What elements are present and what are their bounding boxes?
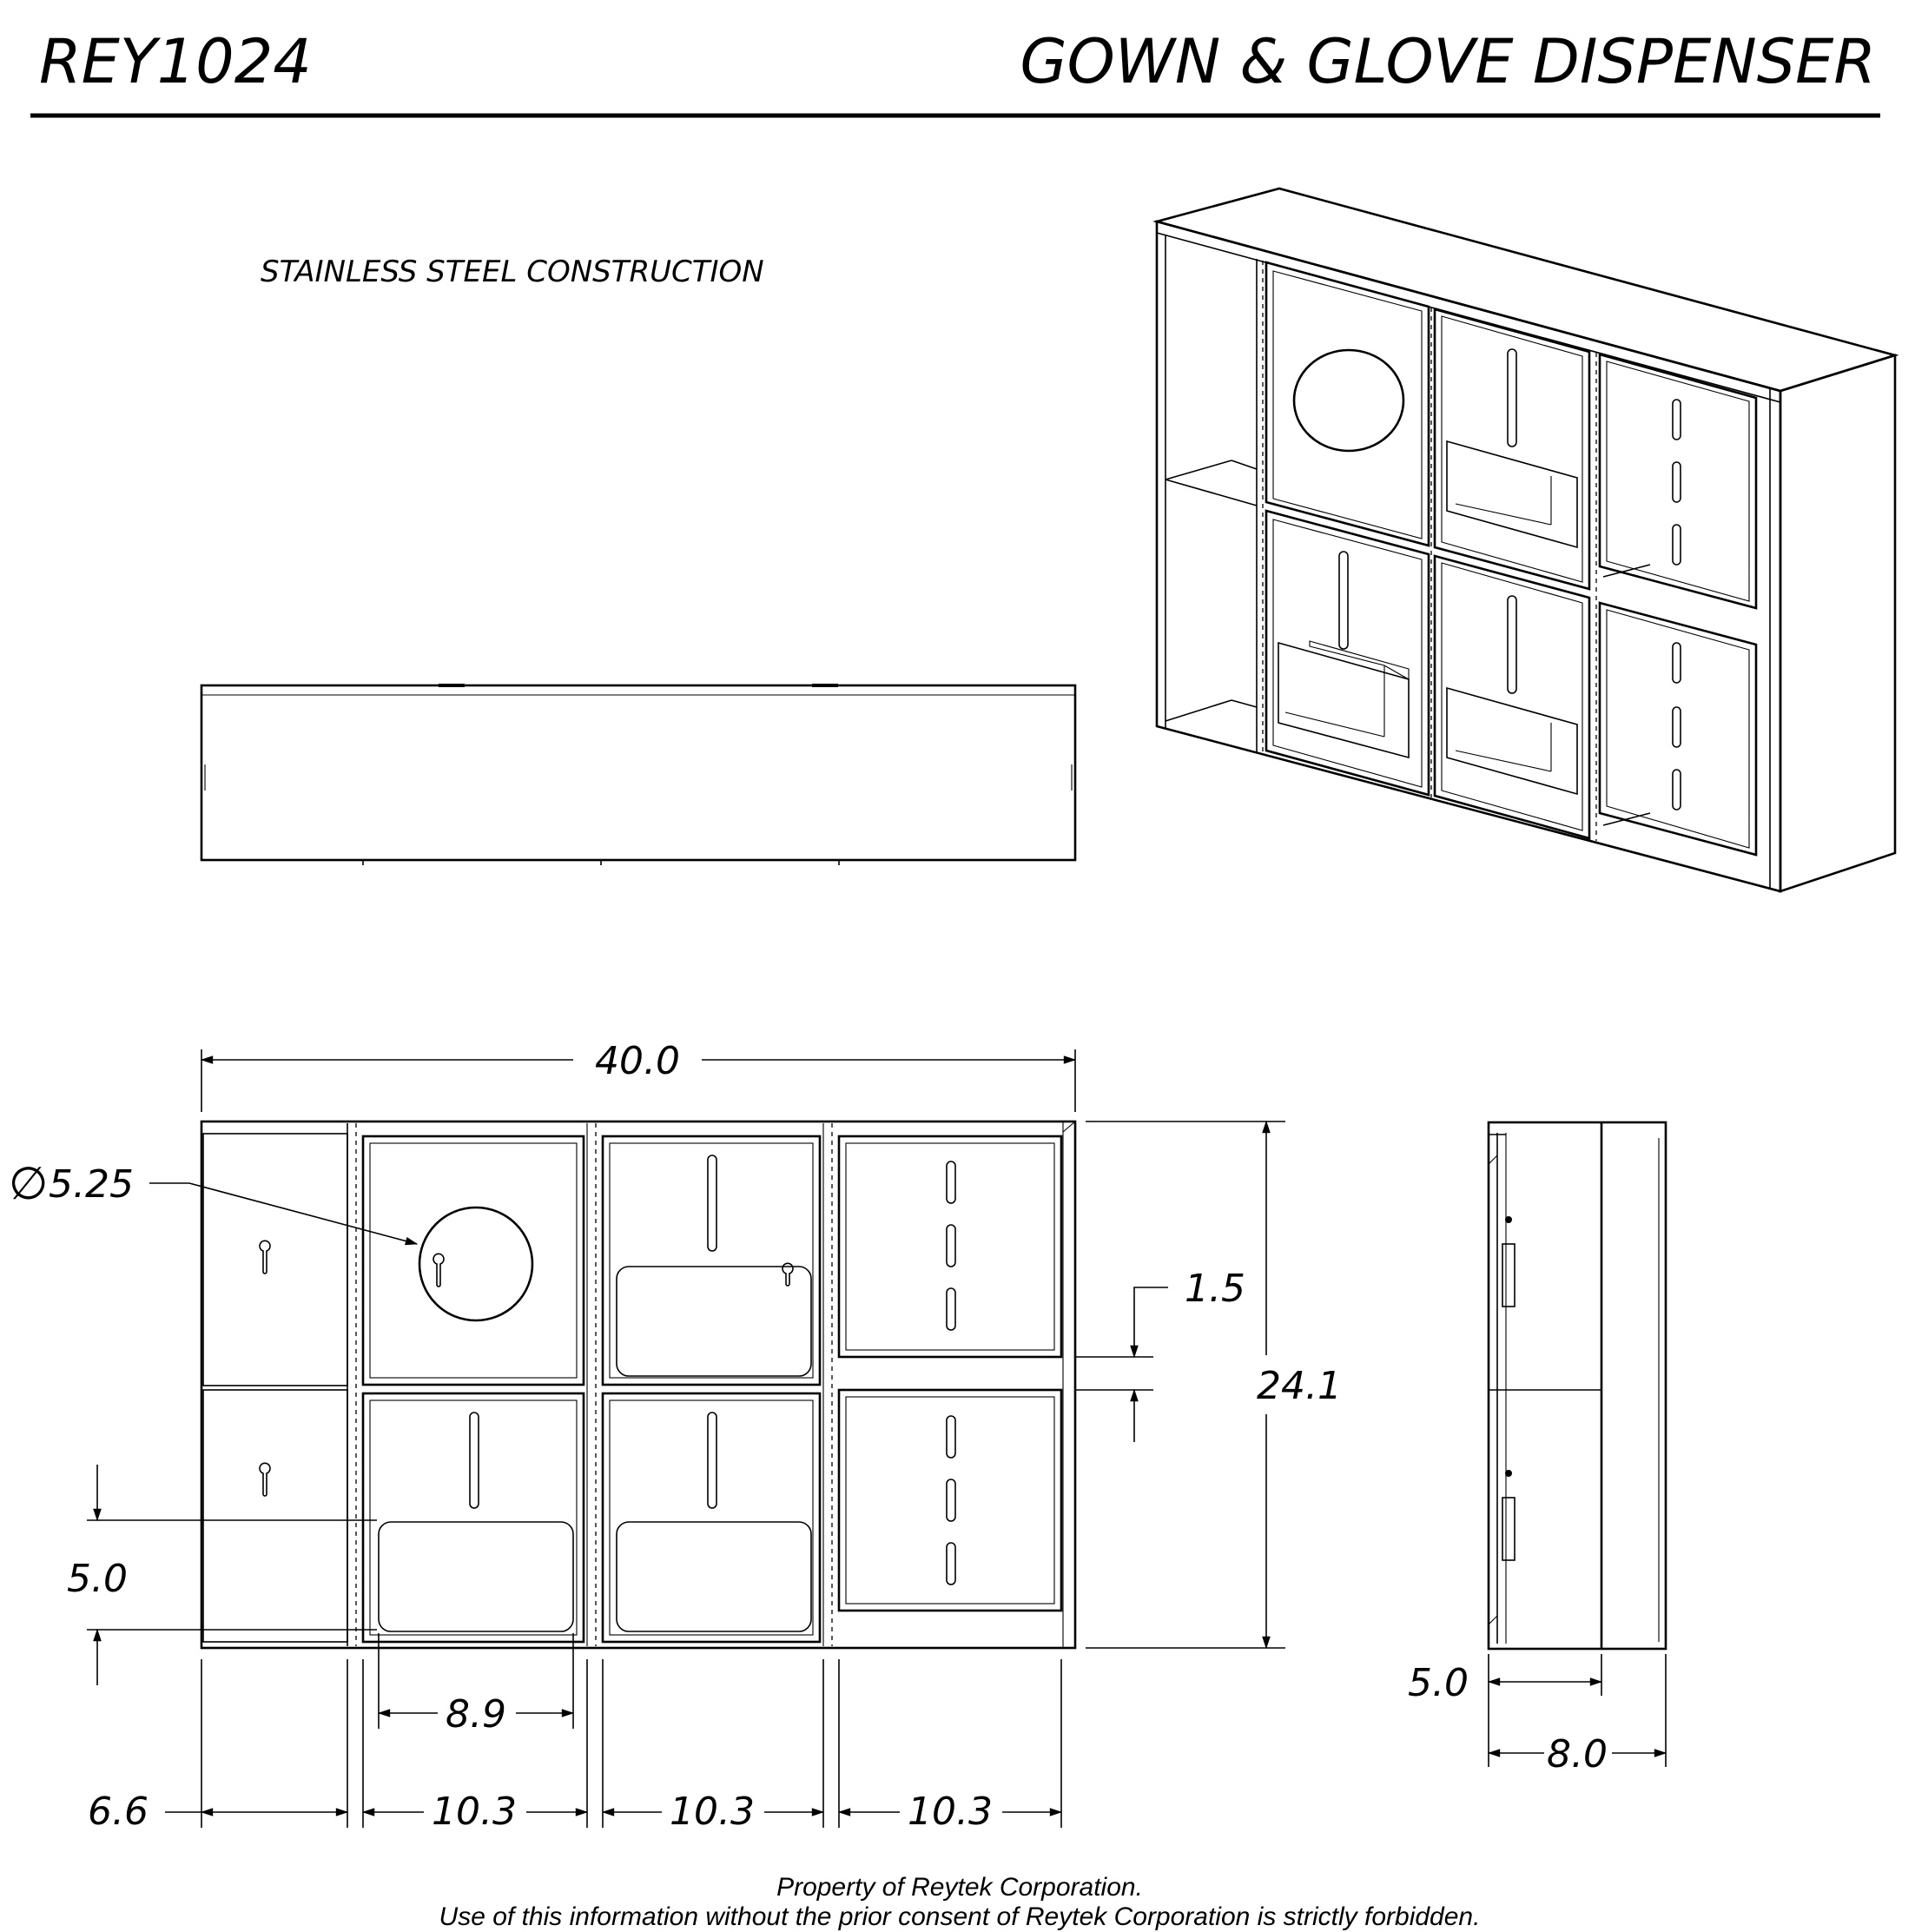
dim-door-gap-text: 1.5: [1185, 1267, 1245, 1311]
product-title: GOWN & GLOVE DISPENSER: [1020, 26, 1876, 97]
dimension-overall-width: [201, 1039, 1075, 1112]
footer-consent-line: Use of this information without the prior consent of Reytek Corporation is strictly forbidden.: [439, 1902, 1481, 1931]
dimension-door-gap: [1075, 1267, 1245, 1442]
dim-circle-diameter-text: 5.25: [49, 1162, 134, 1207]
dim-column-3-text: 10.3: [670, 1790, 755, 1834]
dim-overall-width-text: 40.0: [595, 1039, 680, 1083]
isometric-view: [1157, 189, 1895, 891]
dim-side-front-text: 5.0: [1408, 1661, 1469, 1705]
material-note: STAINLESS STEEL CONSTRUCTION: [261, 255, 764, 289]
dim-column-2-text: 10.3: [432, 1790, 517, 1834]
side-view: [1489, 1122, 1666, 1649]
dimension-column-widths: [88, 1659, 1061, 1834]
dimension-opening-height: [67, 1465, 377, 1685]
dim-opening-width-text: 8.9: [446, 1692, 506, 1737]
dim-left-column-text: 6.6: [88, 1790, 149, 1834]
footer-property-line: Property of Reytek Corporation.: [776, 1873, 1143, 1902]
dimension-overall-height: [1086, 1121, 1342, 1648]
dim-column-4-text: 10.3: [908, 1790, 993, 1834]
dim-side-total-text: 8.0: [1547, 1732, 1608, 1777]
model-number: REY1024: [39, 26, 312, 97]
dimension-side-depth: [1408, 1654, 1666, 1777]
diameter-symbol: ∅: [9, 1158, 49, 1210]
dim-opening-height-text: 5.0: [67, 1557, 128, 1601]
dim-overall-height-text: 24.1: [1257, 1364, 1342, 1408]
front-view: [201, 1121, 1075, 1648]
top-view: [201, 685, 1075, 865]
